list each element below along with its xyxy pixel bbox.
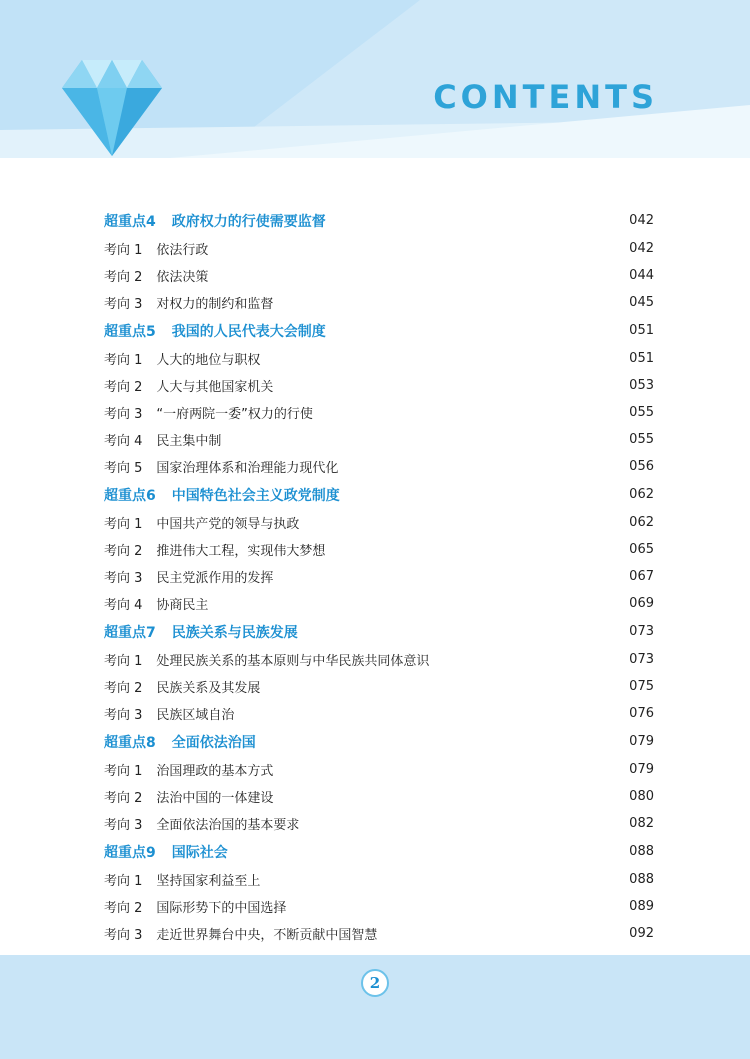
page-ref: 056: [629, 459, 654, 474]
item-number: 考向 2: [104, 270, 143, 285]
item-title: 中国共产党的领导与执政: [156, 517, 300, 532]
item-number: 考向 3: [104, 818, 143, 833]
item-title: 人大的地位与职权: [156, 353, 261, 368]
toc-item-row[interactable]: [104, 235, 654, 262]
page-ref: 073: [629, 652, 654, 667]
toc-item-row[interactable]: [104, 783, 654, 810]
item-number: 考向 1: [104, 874, 143, 889]
item-number: 考向 3: [104, 407, 143, 422]
item-title: 对权力的制约和监督: [156, 297, 274, 312]
page-ref: 073: [629, 624, 654, 639]
item-number: 考向 1: [104, 353, 143, 368]
section-number: 超重点9: [104, 844, 156, 861]
toc-item-row[interactable]: [104, 810, 654, 837]
item-number: 考向 2: [104, 380, 143, 395]
section-title: 中国特色社会主义政党制度: [171, 487, 340, 504]
section-title: 民族关系与民族发展: [171, 624, 298, 641]
page-ref: 088: [629, 872, 654, 887]
toc-item-row[interactable]: [104, 289, 654, 316]
item-title: “一府两院一委”权力的行使: [156, 407, 313, 422]
toc-section-row[interactable]: [104, 727, 654, 756]
item-title: 国际形势下的中国选择: [156, 901, 287, 916]
item-title: 推进伟大工程，实现伟大梦想: [156, 544, 326, 559]
item-title: 民族关系及其发展: [156, 681, 261, 696]
page-ref: 075: [629, 679, 654, 694]
item-number: 考向 2: [104, 791, 143, 806]
item-title: 走近世界舞台中央，不断贡献中国智慧: [156, 928, 378, 943]
section-title: 全面依法治国: [171, 734, 256, 751]
section-title: 政府权力的行使需要监督: [171, 213, 326, 230]
page-ref: 051: [629, 351, 654, 366]
item-number: 考向 3: [104, 297, 143, 312]
page-title: CONTENTS: [433, 78, 658, 116]
diamond-icon: [62, 60, 162, 156]
toc-item-row[interactable]: [104, 893, 654, 920]
item-number: 考向 4: [104, 598, 143, 613]
item-title: 民族区域自治: [156, 708, 235, 723]
toc-item-row[interactable]: [104, 590, 654, 617]
page-ref: 062: [629, 515, 654, 530]
item-number: 考向 1: [104, 764, 143, 779]
item-title: 人大与其他国家机关: [156, 380, 274, 395]
toc-item-row[interactable]: [104, 646, 654, 673]
toc-item-row[interactable]: [104, 563, 654, 590]
item-number: 考向 1: [104, 654, 143, 669]
page-ref: 079: [629, 762, 654, 777]
item-title: 处理民族关系的基本原则与中华民族共同体意识: [156, 654, 430, 669]
page-ref: 055: [629, 432, 654, 447]
section-number: 超重点4: [104, 213, 156, 230]
item-title: 依法行政: [156, 243, 209, 258]
toc-item-row[interactable]: [104, 509, 654, 536]
item-number: 考向 1: [104, 243, 143, 258]
item-number: 考向 4: [104, 434, 143, 449]
section-number: 超重点6: [104, 487, 156, 504]
page-ref: 045: [629, 295, 654, 310]
section-title: 我国的人民代表大会制度: [171, 323, 326, 340]
page-ref: 076: [629, 706, 654, 721]
section-number: 超重点7: [104, 624, 156, 641]
page-ref: 053: [629, 378, 654, 393]
toc-item-row[interactable]: [104, 700, 654, 727]
toc-item-row[interactable]: [104, 536, 654, 563]
page-ref: 088: [629, 844, 654, 859]
item-title: 全面依法治国的基本要求: [156, 818, 300, 833]
page-ref: 080: [629, 789, 654, 804]
page-ref: 069: [629, 596, 654, 611]
toc-section-row[interactable]: [104, 480, 654, 509]
page-ref: 051: [629, 323, 654, 338]
item-title: 治国理政的基本方式: [156, 764, 274, 779]
item-number: 考向 3: [104, 571, 143, 586]
page-ref: 042: [629, 213, 654, 228]
item-number: 考向 5: [104, 461, 143, 476]
toc-item-row[interactable]: [104, 426, 654, 453]
item-title: 民主集中制: [156, 434, 222, 449]
section-number: 超重点8: [104, 734, 156, 751]
page-ref: 089: [629, 899, 654, 914]
item-title: 协商民主: [156, 598, 209, 613]
page-ref: 055: [629, 405, 654, 420]
toc-item-row[interactable]: [104, 866, 654, 893]
toc-item-row[interactable]: [104, 756, 654, 783]
item-number: 考向 3: [104, 708, 143, 723]
page-ref: 065: [629, 542, 654, 557]
toc-item-row[interactable]: [104, 453, 654, 480]
toc-section-row[interactable]: [104, 206, 654, 235]
item-title: 坚持国家利益至上: [156, 874, 261, 889]
page-ref: 079: [629, 734, 654, 749]
item-number: 考向 1: [104, 517, 143, 532]
page-ref: 062: [629, 487, 654, 502]
toc-item-row[interactable]: [104, 920, 654, 947]
toc-item-row[interactable]: [104, 262, 654, 289]
table-of-contents: [104, 206, 654, 947]
toc-item-row[interactable]: [104, 345, 654, 372]
toc-section-row[interactable]: [104, 837, 654, 866]
header-band: [0, 0, 750, 158]
item-number: 考向 2: [104, 901, 143, 916]
page-ref: 042: [629, 241, 654, 256]
item-number: 考向 2: [104, 681, 143, 696]
page-number: 2: [361, 969, 389, 997]
item-number: 考向 3: [104, 928, 143, 943]
section-title: 国际社会: [171, 844, 228, 861]
toc-item-row[interactable]: [104, 673, 654, 700]
item-title: 国家治理体系和治理能力现代化: [156, 461, 339, 476]
item-title: 法治中国的一体建设: [156, 791, 274, 806]
item-title: 民主党派作用的发挥: [156, 571, 274, 586]
page-ref: 044: [629, 268, 654, 283]
page-ref: 082: [629, 816, 654, 831]
item-number: 考向 2: [104, 544, 143, 559]
toc-item-row[interactable]: [104, 399, 654, 426]
toc-item-row[interactable]: [104, 372, 654, 399]
page-ref: 067: [629, 569, 654, 584]
page-ref: 092: [629, 926, 654, 941]
toc-section-row[interactable]: [104, 316, 654, 345]
toc-section-row[interactable]: [104, 617, 654, 646]
item-title: 依法决策: [156, 270, 209, 285]
section-number: 超重点5: [104, 323, 156, 340]
